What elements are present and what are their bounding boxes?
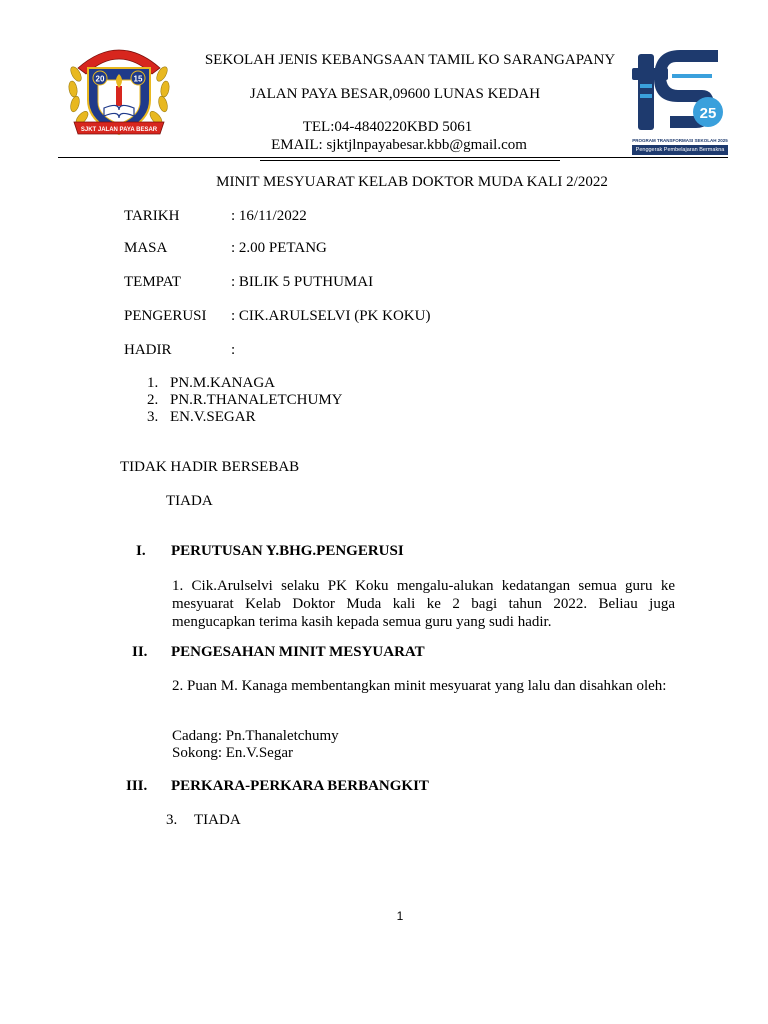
- school-phone: TEL:04-4840220KBD 5061: [302, 119, 473, 135]
- detail-value-hadir: :: [231, 342, 236, 358]
- attendee-number: 3.: [147, 409, 159, 425]
- section-body: 1. Cik.Arulselvi selaku PK Koku mengalu-alukan kedatangan semua guru ke mesyuarat Kelab Doktor Muda kali ke 2 bagi tahun 2022. Beliau juga mengucapkan terima kasih kepada semua guru yang sudi hadir.: [172, 578, 675, 630]
- detail-label-tempat: TEMPAT: [124, 274, 181, 290]
- item-text: TIADA: [194, 812, 241, 828]
- school-name: SEKOLAH JENIS KEBANGSAAN TAMIL KO SARANGAPANY: [204, 52, 616, 68]
- page-number: 1: [396, 909, 404, 923]
- header-divider-line: [58, 157, 728, 158]
- attendee-name: PN.M.KANAGA: [170, 375, 276, 391]
- item-number: 3.: [166, 812, 178, 828]
- header-divider-line-short: [260, 160, 560, 161]
- attendee-name: EN.V.SEGAR: [170, 409, 256, 425]
- attendee-number: 1.: [147, 375, 159, 391]
- cadang-line: Cadang: Pn.Thanaletchumy: [172, 728, 339, 744]
- crest-year-right: 15: [133, 74, 143, 84]
- detail-value-tempat: : BILIK 5 PUTHUMAI: [231, 274, 374, 290]
- absent-heading: TIDAK HADIR BERSEBAB: [120, 459, 300, 475]
- ts25-logo: [632, 50, 728, 156]
- detail-label-tarikh: TARIKH: [124, 208, 180, 224]
- ts25-logo-mark: [632, 50, 728, 138]
- section-numeral: III.: [126, 778, 148, 794]
- ts25-tagline: Penggerak Pembelajaran Bermakna: [632, 145, 728, 155]
- section-heading: PERKARA-PERKARA BERBANGKIT: [171, 778, 429, 794]
- attendee-number: 2.: [147, 392, 159, 408]
- section-numeral: I.: [136, 543, 146, 559]
- document-title: MINIT MESYUARAT KELAB DOKTOR MUDA KALI 2/2022: [216, 174, 608, 190]
- section-body: 2. Puan M. Kanaga membentangkan minit mesyuarat yang lalu dan disahkan oleh:: [172, 678, 667, 694]
- sokong-line: Sokong: En.V.Segar: [172, 745, 293, 761]
- school-address: JALAN PAYA BESAR,09600 LUNAS KEDAH: [249, 86, 541, 102]
- detail-label-masa: MASA: [124, 240, 168, 256]
- detail-label-hadir: HADIR: [124, 342, 172, 358]
- crest-year-left: 20: [95, 74, 105, 84]
- absent-value: TIADA: [166, 493, 213, 509]
- school-email: EMAIL: sjktjlnpayabesar.kbb@gmail.com: [271, 137, 527, 153]
- detail-value-masa: : 2.00 PETANG: [231, 240, 327, 256]
- section-numeral: II.: [132, 644, 148, 660]
- attendee-name: PN.R.THANALETCHUMY: [170, 392, 343, 408]
- ts25-number: 25: [699, 105, 717, 122]
- crest-ribbon-text: SJKT JALAN PAYA BESAR: [80, 127, 158, 133]
- detail-value-pengerusi: : CIK.ARULSELVI (PK KOKU): [231, 308, 431, 324]
- section-heading: PERUTUSAN Y.BHG.PENGERUSI: [171, 543, 404, 559]
- section-heading: PENGESAHAN MINIT MESYUARAT: [171, 644, 425, 660]
- detail-label-pengerusi: PENGERUSI: [124, 308, 207, 324]
- detail-value-tarikh: : 16/11/2022: [231, 208, 307, 224]
- ts25-caption: PROGRAM TRANSFORMASI SEKOLAH 2025: [632, 138, 728, 143]
